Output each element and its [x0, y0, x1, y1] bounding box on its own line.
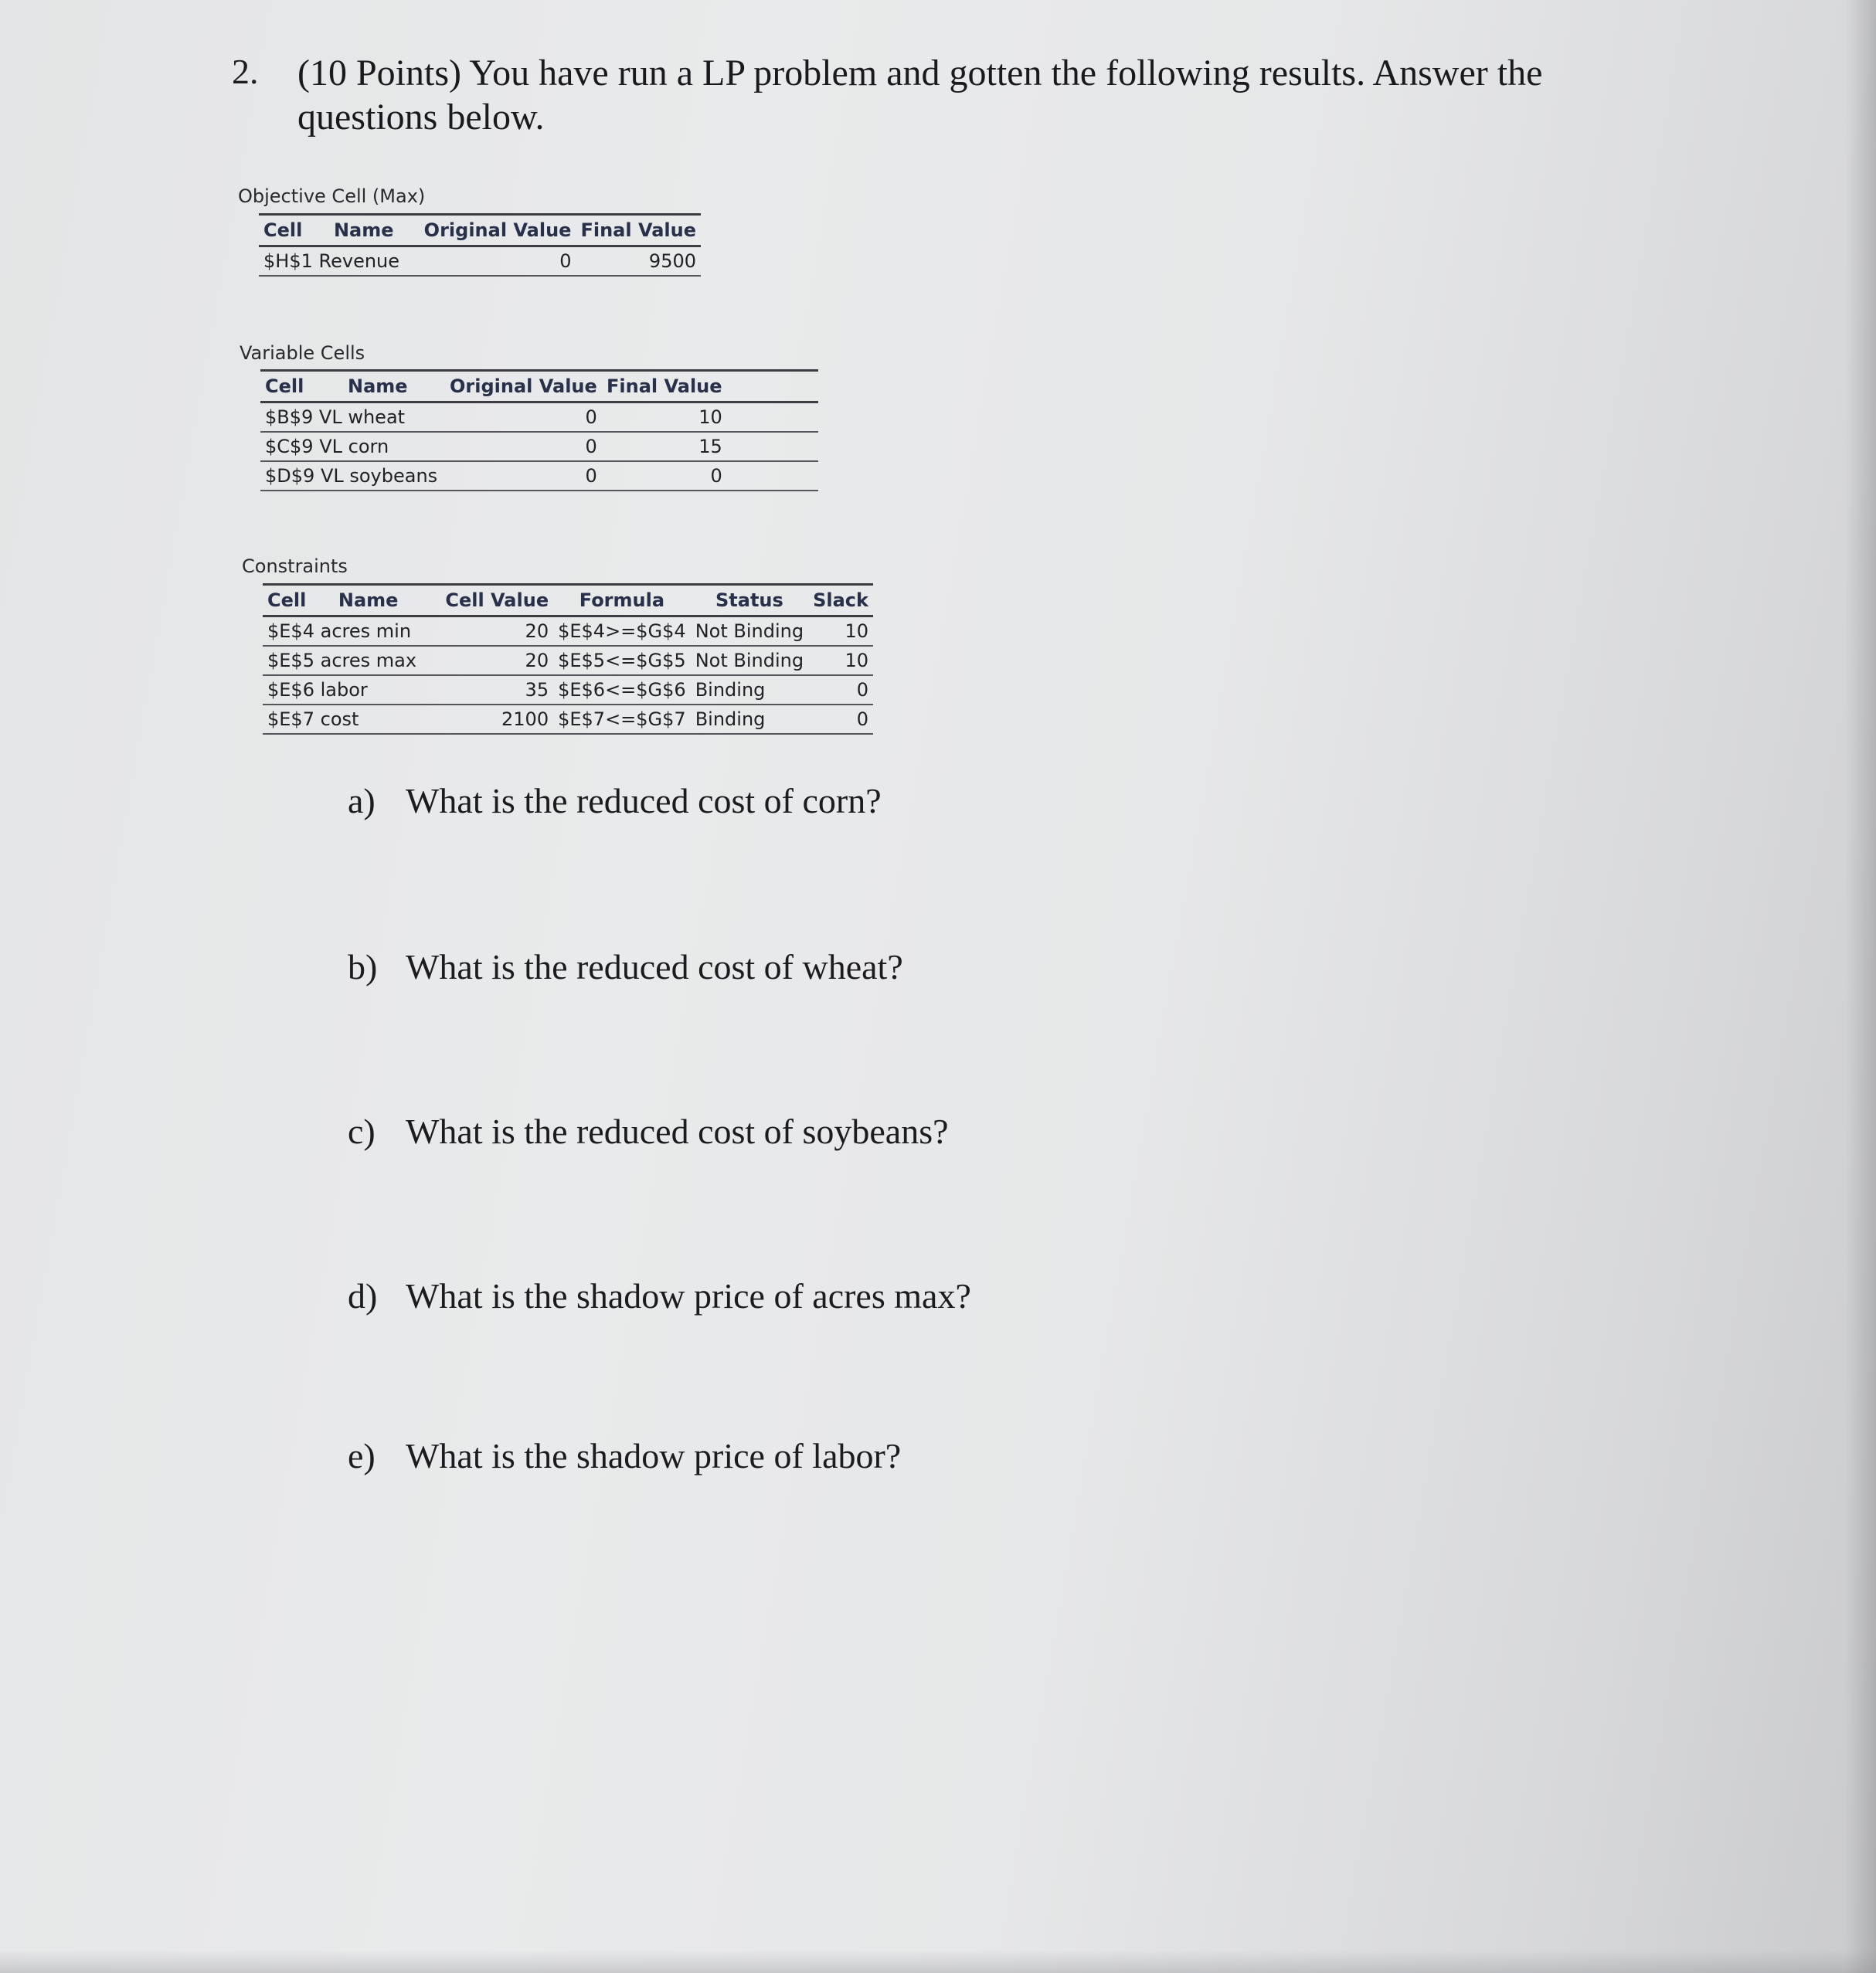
row-spacer: [727, 432, 818, 461]
constraint-formula: $E$4>=$G$4: [553, 616, 691, 647]
table-row: [260, 402, 818, 433]
constraint-status: Binding: [691, 675, 808, 705]
constraints-header-row: [263, 585, 873, 616]
variable-original-value: 0: [445, 432, 602, 461]
row-spacer: [727, 461, 818, 491]
question-number: 2.: [232, 52, 259, 91]
subquestion-letter: c): [348, 1112, 376, 1151]
constraint-cell-name: $E$5 acres max: [263, 646, 440, 675]
subquestion-text: What is the reduced cost of wheat?: [406, 947, 903, 986]
subquestion-e: [348, 1435, 901, 1476]
constraint-cell-value: 20: [440, 616, 553, 647]
constraints-section-title: Constraints: [242, 555, 348, 577]
variable-original-value: 0: [445, 461, 602, 491]
column-header-cell: Cell: [260, 371, 343, 402]
constraints-table: [263, 583, 873, 735]
column-header-name: Name: [334, 585, 440, 616]
subquestion-c: [348, 1111, 949, 1152]
constraint-cell-name: $E$7 cost: [263, 705, 440, 734]
constraint-cell-value: 20: [440, 646, 553, 675]
variable-final-value: 10: [602, 402, 727, 433]
table-row: [260, 461, 818, 491]
variables-table: [260, 369, 818, 491]
constraint-formula: $E$7<=$G$7: [553, 705, 691, 734]
column-header-final-value: Final Value: [576, 215, 701, 246]
table-row: [260, 432, 818, 461]
objective-final-value: 9500: [576, 246, 701, 277]
column-header-cell: Cell: [259, 215, 329, 246]
row-spacer: [727, 402, 818, 433]
constraint-formula: $E$6<=$G$6: [553, 675, 691, 705]
column-header-spacer: [727, 371, 818, 402]
objective-cell-name: $H$1 Revenue: [259, 246, 420, 277]
objective-header-row: [259, 215, 701, 246]
constraint-slack: 0: [808, 705, 873, 734]
subquestion-letter: a): [348, 781, 376, 820]
variable-cell-name: $B$9 VL wheat: [260, 402, 445, 433]
constraint-cell-name: $E$4 acres min: [263, 616, 440, 647]
subquestion-letter: e): [348, 1436, 376, 1476]
subquestion-b: [348, 946, 903, 987]
column-header-formula: Formula: [553, 585, 691, 616]
page-edge-shadow: [1845, 0, 1876, 1973]
subquestion-text: What is the reduced cost of soybeans?: [406, 1112, 949, 1151]
constraint-status: Binding: [691, 705, 808, 734]
subquestion-letter: b): [348, 947, 378, 986]
page-bottom-shadow: [0, 1950, 1876, 1973]
constraint-cell-value: 35: [440, 675, 553, 705]
constraint-cell-name: $E$6 labor: [263, 675, 440, 705]
column-header-status: Status: [691, 585, 808, 616]
variable-cell-name: $C$9 VL corn: [260, 432, 445, 461]
subquestion-d: [348, 1275, 971, 1316]
column-header-final-value: Final Value: [602, 371, 727, 402]
column-header-name: Name: [329, 215, 420, 246]
constraint-slack: 10: [808, 616, 873, 647]
column-header-cell-value: Cell Value: [440, 585, 553, 616]
variables-header-row: [260, 371, 818, 402]
table-row: [259, 246, 701, 277]
subquestion-a: [348, 780, 882, 821]
objective-section-title: Objective Cell (Max): [238, 185, 426, 207]
column-header-slack: Slack: [808, 585, 873, 616]
column-header-original-value: Original Value: [420, 215, 576, 246]
constraint-formula: $E$5<=$G$5: [553, 646, 691, 675]
variable-cell-name: $D$9 VL soybeans: [260, 461, 445, 491]
objective-table: [259, 213, 701, 277]
variable-final-value: 15: [602, 432, 727, 461]
variable-original-value: 0: [445, 402, 602, 433]
constraint-status: Not Binding: [691, 616, 808, 647]
constraint-slack: 10: [808, 646, 873, 675]
column-header-original-value: Original Value: [445, 371, 602, 402]
constraint-cell-value: 2100: [440, 705, 553, 734]
column-header-name: Name: [343, 371, 445, 402]
table-row: [263, 705, 873, 734]
subquestion-text: What is the shadow price of acres max?: [406, 1276, 971, 1316]
variable-final-value: 0: [602, 461, 727, 491]
constraint-slack: 0: [808, 675, 873, 705]
constraint-status: Not Binding: [691, 646, 808, 675]
column-header-cell: Cell: [263, 585, 334, 616]
question-prompt: (10 Points) You have run a LP problem and gotten the following results. Answer the questions below.: [297, 53, 1543, 138]
table-row: [263, 675, 873, 705]
variables-section-title: Variable Cells: [240, 342, 365, 364]
subquestion-text: What is the reduced cost of corn?: [406, 781, 882, 820]
table-row: [263, 616, 873, 647]
table-row: [263, 646, 873, 675]
objective-original-value: 0: [420, 246, 576, 277]
subquestion-text: What is the shadow price of labor?: [406, 1436, 902, 1476]
subquestion-letter: d): [348, 1276, 378, 1316]
